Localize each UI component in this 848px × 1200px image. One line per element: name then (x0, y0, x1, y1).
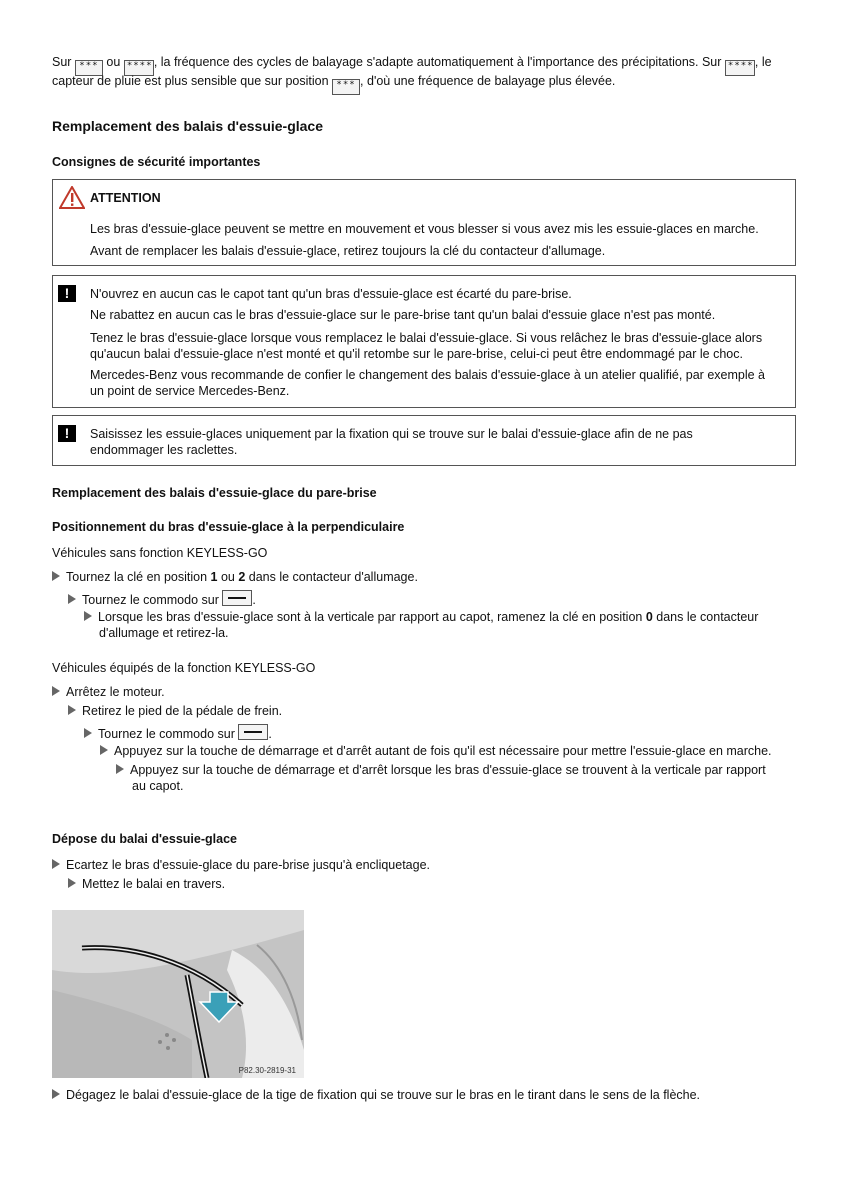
intro-text: Sur (52, 55, 72, 69)
intro-text: ou (106, 55, 121, 69)
intro-text: , la fréquence des cycles de balayage s'adapte automatiquement à l'importance des précipitations. Sur (153, 55, 722, 69)
intro-text: capteur de pluie est plus sensible que sur position (52, 74, 329, 88)
wiper-off-symbol (238, 724, 268, 740)
notice-line: Tenez le bras d'essuie-glace lorsque vous remplacez le balai d'essuie-glace. Si vous relâchez le bras d'essuie-glace alors (90, 331, 763, 345)
wiper-interval-3-symbol: *** (75, 60, 103, 76)
step-continuation: d'allumage et retirez-la. (99, 626, 229, 640)
exclamation-icon: ! (58, 285, 76, 302)
step-text: Retirez le pied de la pédale de frein. (82, 704, 283, 718)
bullet-arrow-icon (68, 705, 76, 715)
step-bold: 2 (238, 570, 246, 584)
step-text: Tournez le commodo sur (98, 727, 235, 741)
step-text: dans le contacteur (652, 610, 759, 624)
step-item (68, 590, 256, 608)
wiper-blade-image (52, 910, 304, 1078)
step-item (116, 762, 766, 778)
step-bold: 0 (645, 610, 653, 624)
step-text: Arrêtez le moteur. (66, 685, 165, 699)
wiper-interval-4-symbol: **** (725, 60, 755, 76)
step-text: . (268, 727, 272, 741)
wiper-interval-4-symbol: **** (124, 60, 154, 76)
notice-line: Mercedes-Benz vous recommande de confier le changement des balais d'essuie-glace à un atelier qualifié, par exemple à (90, 368, 765, 382)
notice-line: endommager les raclettes. (90, 443, 238, 457)
step-item (100, 743, 772, 759)
step-item (52, 569, 418, 585)
bullet-arrow-icon (52, 571, 60, 581)
step-continuation: au capot. (132, 779, 184, 793)
section-title: Remplacement des balais d'essuie-glace (52, 118, 324, 134)
windscreen-title: Remplacement des balais d'essuie-glace du pare-brise (52, 486, 377, 500)
bullet-arrow-icon (52, 859, 60, 869)
step-text: Mettez le balai en travers. (82, 877, 226, 891)
warning-triangle-icon (59, 186, 85, 209)
attention-box (52, 179, 796, 266)
step-item (68, 876, 225, 892)
bullet-arrow-icon (68, 878, 76, 888)
notice-box (52, 275, 796, 408)
notice-line: un point de service Mercedes-Benz. (90, 384, 290, 398)
notice-line: N'ouvrez en aucun cas le capot tant qu'un bras d'essuie-glace est écarté du pare-brise. (90, 287, 572, 301)
step-item (52, 1087, 700, 1103)
no-keyless-title: Véhicules sans fonction KEYLESS-GO (52, 546, 268, 560)
step-text: Tournez le commodo sur (82, 593, 219, 607)
intro-line-2 (52, 73, 792, 95)
step-text: Tournez la clé en position (66, 570, 211, 584)
step-item (52, 684, 165, 700)
bullet-arrow-icon (52, 1089, 60, 1099)
wiper-off-symbol (222, 590, 252, 606)
wiper-illustration (52, 910, 304, 1078)
step-text: ou (217, 570, 239, 584)
wiper-interval-3-symbol: *** (332, 79, 360, 95)
perpendicular-title: Positionnement du bras d'essuie-glace à la perpendiculaire (52, 520, 405, 534)
step-item (84, 724, 272, 742)
attention-line: Avant de remplacer les balais d'essuie-glace, retirez toujours la clé du contacteur d'allumage. (90, 244, 606, 258)
notice-line: Ne rabattez en aucun cas le bras d'essuie-glace sur le pare-brise tant qu'un balai d'essuie glace n'est pas monté. (90, 308, 716, 322)
bullet-arrow-icon (84, 611, 92, 621)
step-text: Lorsque les bras d'essuie-glace sont à la verticale par rapport au capot, ramenez la clé en position (98, 610, 646, 624)
step-bold: 1 (210, 570, 218, 584)
exclamation-icon: ! (58, 425, 76, 442)
attention-line: Les bras d'essuie-glace peuvent se mettre en mouvement et vous blesser si vous avez mis les essuie-glaces en marche. (90, 222, 759, 236)
step-item (68, 703, 282, 719)
safety-title: Consignes de sécurité importantes (52, 155, 261, 169)
bullet-arrow-icon (68, 594, 76, 604)
bullet-arrow-icon (84, 728, 92, 738)
notice-line: qu'aucun balai d'essuie-glace n'est monté et qu'il retombe sur le pare-brise, celui-ci peut être endommagé par le choc. (90, 347, 743, 361)
figure-code: P82.30-2819-31 (238, 1066, 296, 1075)
notice-line: Saisissez les essuie-glaces uniquement par la fixation qui se trouve sur le balai d'essuie-glace afin de ne pas (90, 427, 693, 441)
intro-text: , d'où une fréquence de balayage plus élevée. (360, 74, 616, 88)
step-text: Appuyez sur la touche de démarrage et d'arrêt lorsque les bras d'essuie-glace se trouvent à la verticale par rapport (130, 763, 766, 777)
step-text: Appuyez sur la touche de démarrage et d'arrêt autant de fois qu'il est nécessaire pour mettre l'essuie-glace en marche. (114, 744, 772, 758)
bullet-arrow-icon (52, 686, 60, 696)
step-text: . (252, 593, 256, 607)
step-text: Ecartez le bras d'essuie-glace du pare-brise jusqu'à encliquetage. (66, 858, 431, 872)
attention-heading: ATTENTION (90, 191, 161, 205)
intro-text: , le (754, 55, 772, 69)
notice-box (52, 415, 796, 466)
keyless-title: Véhicules équipés de la fonction KEYLESS-GO (52, 661, 316, 675)
step-item (52, 857, 430, 873)
bullet-arrow-icon (100, 745, 108, 755)
step-item (84, 609, 758, 625)
step-text: Dégagez le balai d'essuie-glace de la tige de fixation qui se trouve sur le bras en le tirant dans le sens de la flèche. (66, 1088, 701, 1102)
bullet-arrow-icon (116, 764, 124, 774)
removal-title: Dépose du balai d'essuie-glace (52, 832, 237, 846)
step-text: dans le contacteur d'allumage. (245, 570, 418, 584)
